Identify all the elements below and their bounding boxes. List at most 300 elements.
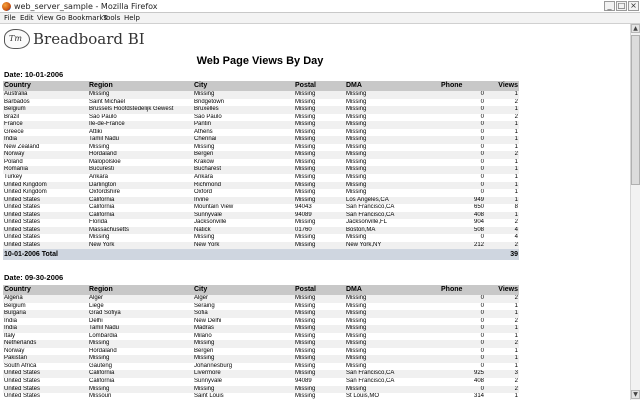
cell-dma: Boston,MA <box>345 227 440 235</box>
cell-dma: Missing <box>345 355 440 363</box>
cell-phone: 0 <box>440 234 485 242</box>
section-date-label: Date: 09-30-2006 <box>4 273 64 282</box>
cell-views: 1 <box>485 144 519 152</box>
cell-postal: Missing <box>294 386 345 394</box>
cell-phone: 0 <box>440 159 485 167</box>
cell-views: 1 <box>485 106 519 114</box>
page-content <box>0 24 630 400</box>
cell-region: California <box>88 204 193 212</box>
column-header: DMA <box>345 285 440 295</box>
cell-city: Missing <box>193 91 294 99</box>
menu-bar <box>0 13 640 24</box>
cell-views: 1 <box>485 348 519 356</box>
cell-country: Italy <box>3 333 88 341</box>
scroll-up-arrow-icon[interactable]: ▲ <box>631 24 640 33</box>
cell-postal: Missing <box>294 159 345 167</box>
section-date-label: Date: 10-01-2006 <box>4 70 64 79</box>
cell-views: 2 <box>485 295 519 303</box>
cell-postal: Missing <box>294 370 345 378</box>
cell-city: Chennai <box>193 136 294 144</box>
cell-views: 2 <box>485 378 519 386</box>
cell-phone: 904 <box>440 219 485 227</box>
cell-region: Oxfordshire <box>88 189 193 197</box>
cell-views: 1 <box>485 91 519 99</box>
cell-postal: Missing <box>294 121 345 129</box>
report-table-2 <box>3 285 519 400</box>
table-row <box>3 242 519 250</box>
table-row <box>3 91 519 99</box>
cell-country: United States <box>3 234 88 242</box>
cell-city: Jacksonville <box>193 219 294 227</box>
cell-postal: Missing <box>294 310 345 318</box>
cell-region: New York <box>88 242 193 250</box>
cell-postal: Missing <box>294 189 345 197</box>
cell-dma: Missing <box>345 99 440 107</box>
logo-text: Breadboard BI <box>33 30 145 48</box>
table-row <box>3 114 519 122</box>
cell-phone: 650 <box>440 204 485 212</box>
cell-dma: Missing <box>345 114 440 122</box>
column-header: Postal <box>294 285 345 295</box>
cell-city: Milano <box>193 333 294 341</box>
cell-city: Missing <box>193 386 294 394</box>
cell-phone: 408 <box>440 212 485 220</box>
cell-phone: 0 <box>440 136 485 144</box>
cell-dma: San Francisco,CA <box>345 212 440 220</box>
total-row <box>3 249 519 260</box>
cell-country: Belgium <box>3 303 88 311</box>
cell-city: New Delhi <box>193 318 294 326</box>
cell-phone: 0 <box>440 386 485 394</box>
cell-dma: Missing <box>345 348 440 356</box>
cell-postal: Missing <box>294 129 345 137</box>
cell-phone: 408 <box>440 378 485 386</box>
breadboard-logo <box>4 28 145 50</box>
cell-city: Alger <box>193 295 294 303</box>
cell-dma: Missing <box>345 121 440 129</box>
cell-views: 1 <box>485 182 519 190</box>
table-row <box>3 363 519 371</box>
cell-city: Krakow <box>193 159 294 167</box>
cell-dma: Missing <box>345 106 440 114</box>
cell-region: California <box>88 197 193 205</box>
cell-phone: 0 <box>440 121 485 129</box>
cell-views: 2 <box>485 219 519 227</box>
table-row <box>3 121 519 129</box>
cell-postal: Missing <box>294 136 345 144</box>
cell-postal: Missing <box>294 151 345 159</box>
cell-city: Pantin <box>193 121 294 129</box>
table-row <box>3 348 519 356</box>
table-row <box>3 166 519 174</box>
cell-region: Gauteng <box>88 363 193 371</box>
cell-views: 8 <box>485 204 519 212</box>
cell-dma: San Francisco,CA <box>345 204 440 212</box>
cell-views: 4 <box>485 234 519 242</box>
cell-dma: New York,NY <box>345 242 440 250</box>
page-title: Web Page Views By Day <box>196 55 324 67</box>
cell-views: 2 <box>485 386 519 394</box>
cell-region: Bucuresti <box>88 166 193 174</box>
cell-views: 1 <box>485 393 519 400</box>
cell-city: Bruxelles <box>193 106 294 114</box>
cell-phone: 0 <box>440 363 485 371</box>
cell-country: Netherlands <box>3 340 88 348</box>
cell-dma: Missing <box>345 303 440 311</box>
cell-region: Missing <box>88 340 193 348</box>
cell-views: 2 <box>485 242 519 250</box>
table-row <box>3 197 519 205</box>
cell-dma: Missing <box>345 136 440 144</box>
table-row <box>3 159 519 167</box>
cell-dma: Missing <box>345 340 440 348</box>
cell-dma: Missing <box>345 129 440 137</box>
cell-phone: 0 <box>440 355 485 363</box>
cell-views: 1 <box>485 129 519 137</box>
column-header: Country <box>3 81 88 91</box>
cell-phone: 314 <box>440 393 485 400</box>
cell-country: Norway <box>3 151 88 159</box>
menu-bookmarks[interactable]: Bookmarks <box>68 14 108 22</box>
cell-phone: 0 <box>440 106 485 114</box>
table-row <box>3 136 519 144</box>
cell-postal: Missing <box>294 363 345 371</box>
cell-region: Tamil Nadu <box>88 325 193 333</box>
cell-city: Sofia <box>193 310 294 318</box>
cell-country: Barbados <box>3 99 88 107</box>
column-header: DMA <box>345 81 440 91</box>
cell-phone: 0 <box>440 182 485 190</box>
table-row <box>3 355 519 363</box>
cell-views: 1 <box>485 333 519 341</box>
cell-city: Bucharest <box>193 166 294 174</box>
cell-postal: Missing <box>294 393 345 400</box>
cell-views: 1 <box>485 310 519 318</box>
column-header: Region <box>88 81 193 91</box>
cell-region: Tamil Nadu <box>88 136 193 144</box>
cell-views: 1 <box>485 174 519 182</box>
cell-country: United States <box>3 204 88 212</box>
cell-views: 2 <box>485 318 519 326</box>
cell-views: 1 <box>485 189 519 197</box>
cell-phone: 0 <box>440 151 485 159</box>
cell-postal: Missing <box>294 99 345 107</box>
table-row <box>3 204 519 212</box>
cell-phone: 0 <box>440 166 485 174</box>
cell-country: Belgium <box>3 106 88 114</box>
cell-region: Attiki <box>88 129 193 137</box>
cell-phone: 0 <box>440 325 485 333</box>
scrollbar-thumb[interactable] <box>631 35 640 185</box>
cell-region: Missing <box>88 386 193 394</box>
total-label: 10-01-2006 Total <box>3 249 485 260</box>
cell-phone: 0 <box>440 99 485 107</box>
cell-region: Brussels Hoofdstedelijk Gewest <box>88 106 193 114</box>
cell-dma: Missing <box>345 234 440 242</box>
cell-city: Bridgetown <box>193 99 294 107</box>
cell-phone: 0 <box>440 303 485 311</box>
table-row <box>3 295 519 303</box>
cell-phone: 0 <box>440 340 485 348</box>
cell-country: India <box>3 318 88 326</box>
cell-dma: Missing <box>345 174 440 182</box>
column-header: Phone <box>440 81 485 91</box>
cell-city: New York <box>193 242 294 250</box>
cell-dma: Jacksonville,FL <box>345 219 440 227</box>
cell-dma: Missing <box>345 159 440 167</box>
column-header: Country <box>3 285 88 295</box>
cell-country: United Kingdom <box>3 189 88 197</box>
cell-postal: Missing <box>294 318 345 326</box>
table-row <box>3 318 519 326</box>
cell-dma: Missing <box>345 325 440 333</box>
cell-region: Saint Michael <box>88 99 193 107</box>
table-row <box>3 370 519 378</box>
cell-region: Hordaland <box>88 151 193 159</box>
cell-views: 2 <box>485 151 519 159</box>
logo-mark <box>4 29 30 49</box>
cell-region: California <box>88 378 193 386</box>
cell-region: Sao Paulo <box>88 114 193 122</box>
cell-postal: Missing <box>294 182 345 190</box>
cell-country: South Africa <box>3 363 88 371</box>
cell-country: India <box>3 325 88 333</box>
logo-mark-text: Tm <box>9 34 22 43</box>
cell-region: Missing <box>88 234 193 242</box>
cell-city: Richmond <box>193 182 294 190</box>
title-bar <box>0 0 640 13</box>
cell-dma: Missing <box>345 189 440 197</box>
cell-views: 2 <box>485 114 519 122</box>
cell-city: Madras <box>193 325 294 333</box>
cell-postal: Missing <box>294 166 345 174</box>
cell-dma: Missing <box>345 151 440 159</box>
cell-dma: San Francisco,CA <box>345 370 440 378</box>
column-header: Postal <box>294 81 345 91</box>
cell-country: India <box>3 136 88 144</box>
cell-dma: Missing <box>345 386 440 394</box>
cell-region: Grad Sofiya <box>88 310 193 318</box>
cell-region: Darlington <box>88 182 193 190</box>
table-row <box>3 182 519 190</box>
cell-views: 2 <box>485 99 519 107</box>
table-row <box>3 227 519 235</box>
close-button[interactable]: × <box>628 1 639 11</box>
cell-country: United States <box>3 219 88 227</box>
cell-phone: 0 <box>440 129 485 137</box>
cell-country: Poland <box>3 159 88 167</box>
cell-country: Australia <box>3 91 88 99</box>
cell-phone: 212 <box>440 242 485 250</box>
column-header: City <box>193 81 294 91</box>
cell-dma: Missing <box>345 363 440 371</box>
cell-dma: Missing <box>345 91 440 99</box>
cell-views: 1 <box>485 325 519 333</box>
cell-phone: 925 <box>440 370 485 378</box>
cell-postal: 94043 <box>294 204 345 212</box>
cell-phone: 0 <box>440 310 485 318</box>
cell-region: Lombardia <box>88 333 193 341</box>
cell-city: Livermore <box>193 370 294 378</box>
cell-country: United States <box>3 227 88 235</box>
firefox-icon <box>2 2 11 11</box>
cell-country: United Kingdom <box>3 182 88 190</box>
table-row <box>3 325 519 333</box>
cell-city: Missing <box>193 340 294 348</box>
cell-views: 1 <box>485 121 519 129</box>
cell-postal: 94089 <box>294 378 345 386</box>
menu-help[interactable]: Help <box>124 14 140 22</box>
scroll-down-arrow-icon[interactable]: ▼ <box>631 390 640 399</box>
minimize-button[interactable]: _ <box>604 1 615 11</box>
cell-city: Missing <box>193 234 294 242</box>
cell-region: Massachusetts <box>88 227 193 235</box>
cell-country: Bulgaria <box>3 310 88 318</box>
cell-city: Sunnyvale <box>193 212 294 220</box>
cell-postal: Missing <box>294 295 345 303</box>
maximize-button[interactable]: □ <box>617 1 626 10</box>
column-header: Views <box>485 81 519 91</box>
table-header-row <box>3 81 519 91</box>
cell-dma: Missing <box>345 182 440 190</box>
cell-phone: 0 <box>440 189 485 197</box>
cell-city: Natick <box>193 227 294 235</box>
cell-postal: Missing <box>294 355 345 363</box>
cell-city: Mountain View <box>193 204 294 212</box>
cell-country: Greece <box>3 129 88 137</box>
table-row <box>3 303 519 311</box>
cell-postal: 94089 <box>294 212 345 220</box>
column-header: Phone <box>440 285 485 295</box>
cell-city: Missing <box>193 144 294 152</box>
table-row <box>3 378 519 386</box>
cell-region: Ankara <box>88 174 193 182</box>
table-row <box>3 99 519 107</box>
cell-postal: Missing <box>294 348 345 356</box>
cell-region: Missing <box>88 91 193 99</box>
cell-country: Norway <box>3 348 88 356</box>
cell-city: Missing <box>193 355 294 363</box>
cell-country: United States <box>3 212 88 220</box>
cell-country: United States <box>3 197 88 205</box>
table-row <box>3 144 519 152</box>
cell-city: Sunnyvale <box>193 378 294 386</box>
cell-postal: Missing <box>294 325 345 333</box>
cell-views: 2 <box>485 340 519 348</box>
cell-country: New Zealand <box>3 144 88 152</box>
cell-postal: Missing <box>294 174 345 182</box>
cell-country: France <box>3 121 88 129</box>
cell-postal: Missing <box>294 114 345 122</box>
cell-country: United States <box>3 386 88 394</box>
cell-phone: 949 <box>440 197 485 205</box>
cell-dma: Missing <box>345 318 440 326</box>
table-row <box>3 310 519 318</box>
table-header-row <box>3 285 519 295</box>
cell-postal: Missing <box>294 106 345 114</box>
menu-edit[interactable]: Edit <box>20 14 34 22</box>
cell-phone: 0 <box>440 174 485 182</box>
table-row <box>3 106 519 114</box>
cell-phone: 0 <box>440 295 485 303</box>
cell-country: Romania <box>3 166 88 174</box>
cell-city: São Paulo <box>193 114 294 122</box>
cell-views: 3 <box>485 370 519 378</box>
cell-views: 4 <box>485 227 519 235</box>
menu-file[interactable]: File <box>4 14 16 22</box>
cell-city: Seraing <box>193 303 294 311</box>
column-header: Region <box>88 285 193 295</box>
column-header: Views <box>485 285 519 295</box>
cell-phone: 0 <box>440 333 485 341</box>
menu-go[interactable]: Go <box>56 14 66 22</box>
cell-views: 1 <box>485 166 519 174</box>
cell-postal: Missing <box>294 333 345 341</box>
cell-views: 1 <box>485 159 519 167</box>
table-row <box>3 386 519 394</box>
cell-postal: Missing <box>294 340 345 348</box>
table-row <box>3 174 519 182</box>
cell-views: 1 <box>485 197 519 205</box>
cell-city: Irvine <box>193 197 294 205</box>
cell-city: Oxford <box>193 189 294 197</box>
cell-postal: 01760 <box>294 227 345 235</box>
cell-dma: Missing <box>345 333 440 341</box>
cell-city: Johannesburg <box>193 363 294 371</box>
menu-view[interactable]: View <box>37 14 54 22</box>
table-row <box>3 333 519 341</box>
cell-views: 1 <box>485 355 519 363</box>
cell-views: 1 <box>485 303 519 311</box>
cell-country: Pakistan <box>3 355 88 363</box>
table-row <box>3 151 519 159</box>
cell-region: Malopolskie <box>88 159 193 167</box>
vertical-scrollbar[interactable] <box>630 24 640 400</box>
cell-country: Brazil <box>3 114 88 122</box>
cell-city: Saint Louis <box>193 393 294 400</box>
cell-views: 1 <box>485 363 519 371</box>
cell-views: 1 <box>485 212 519 220</box>
cell-dma: Missing <box>345 295 440 303</box>
cell-phone: 0 <box>440 144 485 152</box>
cell-phone: 508 <box>440 227 485 235</box>
cell-postal: Missing <box>294 303 345 311</box>
cell-dma: Missing <box>345 144 440 152</box>
cell-region: Liege <box>88 303 193 311</box>
table-row <box>3 212 519 220</box>
table-row <box>3 189 519 197</box>
cell-region: Ile-de-France <box>88 121 193 129</box>
cell-country: United States <box>3 378 88 386</box>
cell-phone: 0 <box>440 91 485 99</box>
table-row <box>3 219 519 227</box>
cell-region: California <box>88 370 193 378</box>
cell-region: Missouri <box>88 393 193 400</box>
cell-postal: Missing <box>294 144 345 152</box>
cell-dma: Los Angeles,CA <box>345 197 440 205</box>
cell-phone: 0 <box>440 114 485 122</box>
total-value: 39 <box>485 249 519 260</box>
table-row <box>3 393 519 400</box>
cell-region: Missing <box>88 355 193 363</box>
cell-country: United States <box>3 242 88 250</box>
cell-region: Delhi <box>88 318 193 326</box>
report-table-1 <box>3 81 519 260</box>
menu-tools[interactable]: Tools <box>103 14 121 22</box>
cell-postal: Missing <box>294 234 345 242</box>
cell-region: Alger <box>88 295 193 303</box>
cell-city: Bergen <box>193 151 294 159</box>
